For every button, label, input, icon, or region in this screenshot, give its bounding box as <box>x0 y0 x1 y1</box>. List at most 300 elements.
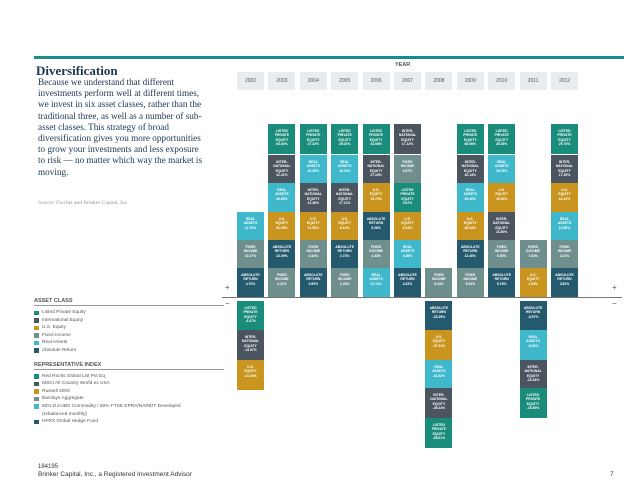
legend-item <box>34 324 224 332</box>
legend-label: Listed Private Equity <box>42 310 86 315</box>
legend <box>34 298 224 426</box>
return-cell <box>331 268 358 298</box>
cell-text: 13.39% <box>276 253 288 258</box>
cell-text: -41.52% <box>432 373 446 378</box>
cell-text: NATIONAL <box>461 164 479 169</box>
legend-label: Absolute Return <box>42 347 77 353</box>
cell-text: NATIONAL <box>524 369 542 374</box>
cell-text: RETURN <box>557 277 572 282</box>
cell-text: 33.65% <box>276 196 288 201</box>
cell-text: LISTED <box>527 393 540 397</box>
cell-text: NATIONAL <box>493 221 511 226</box>
cell-text: EQUITY <box>306 221 320 226</box>
legend-label: U.S. Equity <box>42 325 66 331</box>
cell-text: 27.16% <box>370 173 382 178</box>
cell-text: 11.60% <box>496 230 508 235</box>
legend-swatch <box>34 420 39 425</box>
return-cell <box>331 155 358 185</box>
cell-text: RETURN <box>306 277 321 282</box>
legend-item <box>34 339 224 347</box>
cell-text: NATIONAL <box>336 192 354 197</box>
cell-text: -23.25% <box>432 314 446 319</box>
cell-text: EQUITY <box>401 221 414 226</box>
cell-text: 29.40% <box>464 196 477 201</box>
return-cell <box>551 155 578 185</box>
cell-text: FIXED <box>528 245 539 249</box>
cell-text: EQUITY <box>432 339 446 344</box>
cell-text: -4.47% <box>245 319 256 324</box>
cell-text: EQUITY <box>432 401 446 406</box>
cell-text: RETURN <box>526 310 541 315</box>
year-header: 2009 <box>457 72 484 90</box>
legend-swatch <box>34 333 39 338</box>
legend-item <box>34 411 224 419</box>
cell-text: ABSOLUTE <box>241 273 260 277</box>
cell-text: RETURN <box>494 277 509 282</box>
cell-text: 15.72% <box>370 196 382 201</box>
cell-text: ASSETS <box>463 192 478 197</box>
cell-text: 16.42% <box>558 196 571 201</box>
cell-text: INTER- <box>276 160 288 164</box>
cell-text: ABSOLUTE <box>460 245 480 249</box>
cell-text: 28.34% <box>464 225 477 230</box>
cell-text: EQUITY <box>463 221 477 226</box>
cell-text: INTER- <box>401 129 414 133</box>
return-cell <box>268 155 295 185</box>
cell-text: RETURN <box>431 310 446 315</box>
cell-text: ABSOLUTE <box>303 273 323 277</box>
cell-text: REAL <box>402 245 413 249</box>
return-cell <box>268 240 295 270</box>
return-cell <box>457 155 484 185</box>
cell-text: EQUITY <box>306 196 320 201</box>
cell-text: INTER- <box>496 217 508 221</box>
cell-text: ABSOLUTE <box>366 217 386 221</box>
legend-label: MSCI All Country World ex USA <box>42 381 110 387</box>
cell-text: NATIONAL <box>241 339 260 344</box>
return-cell <box>331 212 358 242</box>
cell-text: INTER- <box>307 188 319 192</box>
cell-text: NATIONAL <box>304 192 322 197</box>
cell-text: -65.01% <box>432 436 446 441</box>
cell-text: PRIVATE <box>557 133 572 138</box>
year-axis-label: YEAR <box>395 62 411 68</box>
cell-text: ABSOLUTE <box>492 273 512 277</box>
return-cell <box>331 183 358 213</box>
return-cell <box>300 240 327 270</box>
legend-item <box>34 317 224 325</box>
cell-text: 29.70% <box>558 142 571 147</box>
positive-marker-right: + <box>612 283 617 292</box>
cell-text: LISTED <box>244 306 257 310</box>
cell-text: REAL <box>308 160 318 164</box>
cell-text: EQUITY <box>275 168 289 173</box>
source-note: Source: FactSet and Brinker Capital, Inc. <box>38 200 129 206</box>
cell-text: EQUITY <box>526 401 540 406</box>
cell-text: EQUITY <box>463 168 477 173</box>
cell-text: FIXED <box>371 245 382 249</box>
cell-text: INTER- <box>339 188 351 192</box>
cell-text: 24.08% <box>370 142 382 147</box>
legend-item <box>34 403 224 411</box>
page-number: 7 <box>610 471 614 478</box>
cell-text: ABSOLUTE <box>429 306 449 310</box>
cell-text: 4.11% <box>277 281 287 286</box>
year-header: 2011 <box>520 72 547 90</box>
cell-text: 21.11% <box>370 281 382 286</box>
return-cell <box>268 212 295 242</box>
cell-text: U.S. <box>309 217 317 221</box>
cell-text: ASSETS <box>400 249 415 254</box>
cell-text: 12.70% <box>244 225 257 230</box>
negative-marker-right: − <box>612 299 617 308</box>
cell-text: REAL <box>371 273 381 277</box>
return-cell <box>457 240 484 270</box>
cell-text: 4.36% <box>402 253 413 258</box>
return-cell <box>268 124 295 154</box>
return-cell <box>331 124 358 154</box>
cell-text: 9.26% <box>371 225 381 230</box>
cell-text: 4.33% <box>371 253 381 258</box>
cell-text: REAL <box>528 335 538 339</box>
return-cell <box>394 212 421 242</box>
cell-text: 66.66% <box>464 142 477 147</box>
cell-text: RETURN <box>369 221 384 226</box>
cell-text: 4.23% <box>402 281 413 286</box>
cell-text: 6.54% <box>496 253 507 258</box>
return-cell <box>551 212 578 242</box>
body-paragraph: Because we understand that different investments perform well at different times, we invest in six asset classes, rather than the traditional three, as well as a number of sub-asset classes. This strategy of broad diversification gives you more opportunities to grow your investments and less exposure to risk — no matter which way the market is moving. <box>38 77 203 177</box>
return-cell <box>488 124 515 154</box>
return-cell <box>363 183 390 213</box>
header-rule <box>34 56 624 59</box>
year-header: 2004 <box>300 72 327 90</box>
return-cell <box>551 183 578 213</box>
cell-text: U.S. <box>561 188 568 192</box>
legend-label: HFRX Global Hedge Fund <box>42 419 98 425</box>
cell-text: EQUITY <box>275 137 289 142</box>
asset-class-list <box>34 309 224 355</box>
cell-text: 6.97% <box>402 168 413 173</box>
cell-text: EQUITY <box>338 137 351 142</box>
cell-text: EQUITY <box>369 168 383 173</box>
cell-text: -45.24% <box>432 406 446 411</box>
cell-text: PRIVATE <box>431 427 446 432</box>
return-cell <box>520 388 547 418</box>
cell-text: 10.27% <box>244 253 257 258</box>
return-cell <box>520 240 547 270</box>
zero-axis-line <box>222 297 622 298</box>
cell-text: NATIONAL <box>430 397 448 402</box>
legend-item <box>34 388 224 396</box>
cell-text: U.S. <box>372 188 380 192</box>
cell-text: PRIVATE <box>400 192 415 197</box>
legend-label: Real Assets <box>42 340 68 346</box>
cell-text: PRIVATE <box>274 133 289 138</box>
cell-text: EQUITY <box>558 192 571 197</box>
cell-text: ASSETS <box>275 192 289 197</box>
asset-class-heading: ASSET CLASS <box>34 298 224 306</box>
cell-text: REAL <box>434 365 444 369</box>
cell-text: ASSETS <box>526 339 540 344</box>
return-cell <box>551 240 578 270</box>
footer-text: Brinker Capital, Inc., a Registered Investment Advisor <box>38 471 192 478</box>
cell-text: INTER- <box>370 160 382 164</box>
cell-text: REAL <box>559 217 570 221</box>
cell-text: 17.12% <box>401 142 414 147</box>
cell-text: 41.41% <box>276 173 288 178</box>
cell-text: NATIONAL <box>273 164 291 169</box>
cell-text: PRIVATE <box>306 133 321 138</box>
return-cell <box>551 124 578 154</box>
return-cell <box>237 268 264 298</box>
cell-text: PRIVATE <box>243 310 258 315</box>
cell-text: LISTED <box>495 129 508 133</box>
return-cell <box>488 183 515 213</box>
return-cell <box>425 418 452 448</box>
return-cell <box>520 301 547 331</box>
cell-text: U.S. <box>466 217 474 221</box>
legend-item <box>34 373 224 381</box>
cell-text: U.S. <box>278 217 286 221</box>
cell-text: 11.95% <box>307 225 319 230</box>
legend-swatch <box>34 382 39 387</box>
cell-text: FIXED <box>308 245 319 249</box>
cell-text: -5.57% <box>527 314 539 319</box>
legend-swatch <box>34 348 39 353</box>
return-cell <box>300 124 327 154</box>
cell-text: 2.43% <box>339 281 350 286</box>
cell-text: INCOME <box>275 277 289 282</box>
cell-text: PRIVATE <box>337 133 352 138</box>
cell-text: INCOME <box>337 277 352 282</box>
cell-text: 5.93% <box>465 281 476 286</box>
legend-item <box>34 347 224 355</box>
cell-text: 7.84% <box>528 253 538 258</box>
return-cell <box>237 240 264 270</box>
return-cell <box>300 268 327 298</box>
cell-text: RETURN <box>274 249 289 254</box>
return-cell <box>237 360 264 390</box>
cell-text: FIXED <box>339 273 350 277</box>
cell-text: REAL <box>340 160 350 164</box>
cell-text: 4.21% <box>559 253 570 258</box>
return-cell <box>394 268 421 298</box>
cell-text: INTER- <box>244 335 257 339</box>
return-cell <box>237 301 264 331</box>
return-cell <box>488 268 515 298</box>
cell-text: EQUITY <box>495 225 508 230</box>
cell-text: 54.62% <box>276 142 288 147</box>
legend-label: Barclays Aggregate <box>42 396 84 402</box>
return-cell <box>457 124 484 154</box>
legend-label: 50% DJ-UBS Commodity / 50% FTSE EPRA/NAREIT Developed <box>42 403 181 409</box>
return-cell <box>363 268 390 298</box>
cell-text: 23.39% <box>307 168 320 173</box>
cell-text: U.S. <box>435 335 443 339</box>
page-title: Diversification <box>36 63 118 78</box>
cell-text: EQUITY <box>526 277 540 282</box>
return-cell <box>394 240 421 270</box>
cell-text: REAL <box>497 160 507 164</box>
cell-text: PRIVATE <box>463 133 478 138</box>
cell-text: 4.34% <box>308 253 319 258</box>
legend-swatch <box>34 326 39 331</box>
cell-text: 26.38% <box>495 142 508 147</box>
cell-text: EQUITY <box>369 137 383 142</box>
cell-text: EQUITY <box>369 192 383 197</box>
cell-text: RETURN <box>463 249 478 254</box>
cell-text: ABSOLUTE <box>523 306 543 310</box>
cell-text: LISTED <box>307 129 320 133</box>
cell-text: ABSOLUTE <box>398 273 417 277</box>
return-cell <box>457 268 484 298</box>
cell-text: -18.50% <box>526 406 540 411</box>
cell-text: 2.72% <box>339 253 350 258</box>
cell-text: INTER- <box>433 393 445 397</box>
legend-swatch <box>34 341 39 346</box>
representative-index-heading: REPRESENTATIVE INDEX <box>34 362 224 370</box>
return-cell <box>363 212 390 242</box>
year-header: 2008 <box>425 72 452 90</box>
return-cell <box>520 330 547 360</box>
return-cell <box>331 240 358 270</box>
footer-code: 184195 <box>38 464 59 470</box>
cell-text: FIXED <box>245 245 256 249</box>
cell-text: ABSOLUTE <box>555 273 574 277</box>
return-cell <box>457 183 484 213</box>
legend-swatch <box>34 397 39 402</box>
cell-text: NATIONAL <box>367 164 385 169</box>
return-cell <box>394 183 421 213</box>
cell-text: 3.81% <box>559 281 570 286</box>
cell-text: ABSOLUTE <box>272 245 292 249</box>
cell-text: LISTED <box>432 423 445 427</box>
cell-text: LISTED <box>275 129 288 133</box>
cell-text: NATIONAL <box>398 133 417 138</box>
cell-text: NATIONAL <box>555 164 574 169</box>
cell-text: EQUITY <box>558 168 571 173</box>
cell-text: U.S. <box>404 217 411 221</box>
cell-text: EQUITY <box>495 192 508 197</box>
cell-text: 5.19% <box>496 281 507 286</box>
cell-text: EQUITY <box>338 196 351 201</box>
cell-text: 42.14% <box>464 173 477 178</box>
cell-text: 5.14% <box>402 225 413 230</box>
cell-text: FIXED <box>276 273 287 277</box>
cell-text: ASSETS <box>369 277 383 282</box>
cell-text: 25.01% <box>338 142 351 147</box>
cell-text: FIXED <box>402 160 413 164</box>
return-cell <box>488 240 515 270</box>
cell-text: EQUITY <box>338 221 351 226</box>
cell-text: 31.06% <box>276 225 288 230</box>
return-cell <box>363 155 390 185</box>
cell-text: 1.03% <box>528 281 538 286</box>
cell-text: INCOME <box>526 249 540 254</box>
representative-index-list <box>34 373 224 426</box>
cell-text: 18.74% <box>338 168 351 173</box>
cell-text: REAL <box>277 188 287 192</box>
cell-text: EQUITY <box>244 369 257 374</box>
cell-text: FIXED <box>559 245 570 249</box>
cell-text: INCOME <box>306 249 321 254</box>
legend-swatch <box>34 318 39 323</box>
legend-label: Red Rocks Global List Pvt Eq <box>42 373 105 379</box>
year-header: 2012 <box>551 72 578 90</box>
cell-text: PRIVATE <box>525 397 541 402</box>
return-cell <box>300 183 327 213</box>
cell-text: -14.97% <box>244 348 257 353</box>
return-cell <box>363 240 390 270</box>
cell-text: INCOME <box>243 249 258 254</box>
cell-text: -13.33% <box>526 378 540 383</box>
legend-label: (rebalanced monthly) <box>42 411 88 417</box>
legend-swatch <box>34 389 39 394</box>
cell-text: 17.11% <box>339 201 351 206</box>
year-header: 2005 <box>331 72 358 90</box>
cell-text: EQUITY <box>558 137 571 142</box>
return-cell <box>300 155 327 185</box>
cell-text: INCOME <box>463 277 478 282</box>
return-cell <box>520 360 547 390</box>
cell-text: U.S. <box>341 217 348 221</box>
cell-text: 27.22% <box>307 142 320 147</box>
cell-text: -37.31% <box>432 343 446 348</box>
cell-text: PRIVATE <box>368 133 384 138</box>
cell-text: ABSOLUTE <box>335 245 355 249</box>
cell-text: INCOME <box>557 249 572 254</box>
return-cell <box>268 268 295 298</box>
cell-text: EQUITY <box>275 221 289 226</box>
cell-text: INCOME <box>494 249 509 254</box>
return-cell <box>488 212 515 242</box>
return-cell <box>425 388 452 418</box>
cell-text: LISTED <box>558 129 571 133</box>
cell-text: -21.54% <box>244 373 257 378</box>
return-cell <box>425 330 452 360</box>
return-cell <box>237 212 264 242</box>
return-cell <box>268 183 295 213</box>
cell-text: 16.93% <box>495 196 508 201</box>
cell-text: EQUITY <box>463 137 477 142</box>
year-header: 2007 <box>394 72 421 90</box>
legend-item <box>34 332 224 340</box>
cell-text: LISTED <box>338 129 351 133</box>
legend-item <box>34 395 224 403</box>
cell-text: RETURN <box>243 277 258 282</box>
cell-text: FIXED <box>433 273 444 277</box>
cell-text: RETURN <box>337 249 352 254</box>
positive-marker: + <box>225 283 230 292</box>
cell-text: 13.40% <box>464 253 477 258</box>
cell-text: U.S. <box>529 273 537 277</box>
cell-text: 13.80% <box>558 225 571 230</box>
cell-text: INTER- <box>558 160 571 164</box>
return-cell <box>488 155 515 185</box>
cell-text: RETURN <box>400 277 415 282</box>
cell-text: 5.24% <box>434 281 444 286</box>
legend-swatch <box>34 404 39 409</box>
cell-text: INTER- <box>464 160 476 164</box>
legend-label: Russell 3000 <box>42 388 70 394</box>
return-cell <box>520 268 547 298</box>
cell-text: PRIVATE <box>494 133 509 138</box>
return-cell <box>363 124 390 154</box>
cell-text: 2.69% <box>308 281 319 286</box>
cell-text: LISTED <box>401 188 414 192</box>
legend-item <box>34 309 224 317</box>
